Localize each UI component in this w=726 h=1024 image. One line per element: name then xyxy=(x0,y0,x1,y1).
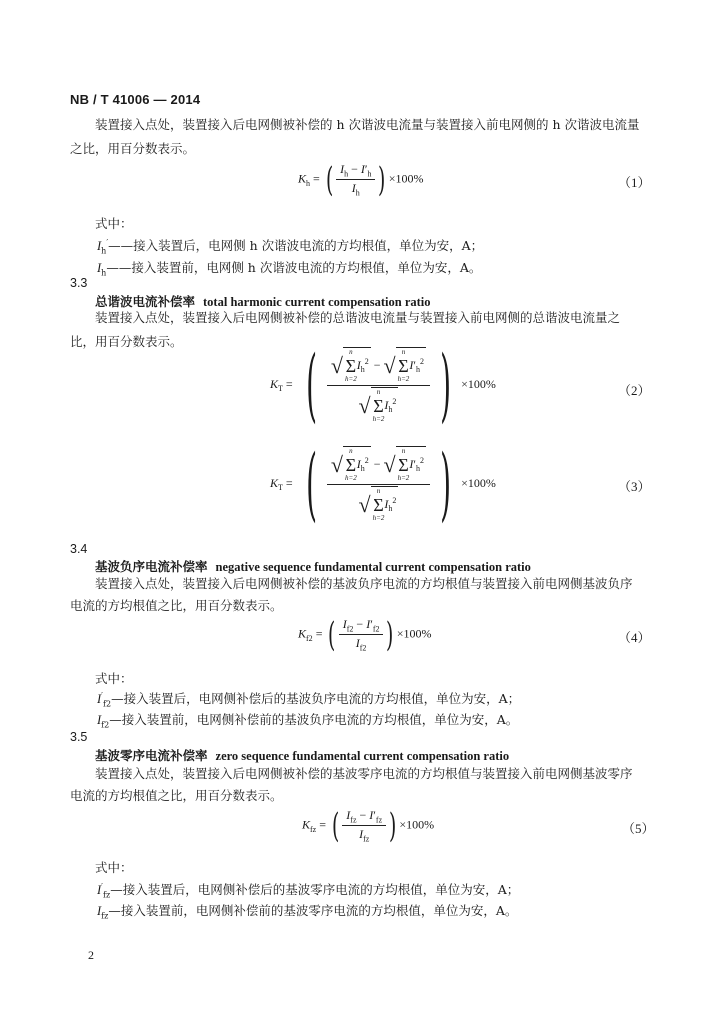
equation-number-5: （5） xyxy=(622,821,655,836)
sec33-paragraph-line1: 装置接入点处，装置接入后电网侧被补偿的总谐波电流量与装置接入前电网侧的总谐波电流量之 xyxy=(95,310,621,325)
equation-number-3: （3） xyxy=(618,479,651,494)
sec32-definition-1: $I_h'——$接入装置后，电网侧 h 次谐波电流的方均根值，单位为安，A； xyxy=(97,237,484,256)
section-title-3-5: 基波零序电流补偿率 zero sequence fundamental current compensation ratio xyxy=(95,748,510,763)
sec34-paragraph-line1: 装置接入点处，装置接入后电网侧被补偿的基波负序电流的方均根值与装置接入前电网侧基波负序 xyxy=(95,576,633,591)
sec35-definition-1: $I'_{fz}—$接入装置后，电网侧补偿后的基波零序电流的方均根值，单位为安，A； xyxy=(97,881,520,900)
formula-4: $K_{f2}$ = ( $\frac{I_{f2} - I'_{f2}}{I_{f2}}$ ) ×100% xyxy=(298,614,432,655)
formula-2: $K_T$ = ( √ n Σ h=2 $I_h^2$ − √ n Σ h=2 $I'_h^2$ √ n Σ h=2 $I_h^2$ ) ×100% xyxy=(270,338,496,431)
sec34-definition-2: $I_{f2}—$接入装置前，电网侧补偿前的基波负序电流的方均根值，单位为安，A。 xyxy=(97,712,519,730)
equation-number-4: （4） xyxy=(618,630,651,645)
sec35-paragraph-line2: 电流的方均根值之比，用百分数表示。 xyxy=(70,788,283,803)
sec35-where-label: 式中： xyxy=(95,860,133,875)
formula-1: $K_h$ = ( $\frac{I_h - I'_h}{I_h}$ ) ×100% xyxy=(298,159,424,200)
formula-5: $K_{fz}$ = ( $\frac{I_{fz} - I'_{fz}}{I_{fz}}$ ) ×100% xyxy=(302,805,435,846)
section-number-3-3: 3.3 xyxy=(70,276,88,290)
sec32-where-label: 式中： xyxy=(95,216,133,231)
section-number-3-5: 3.5 xyxy=(70,730,88,744)
sec34-definition-1: $I'_{f2}—$接入装置后，电网侧补偿后的基波负序电流的方均根值，单位为安，A； xyxy=(97,690,521,709)
sec32-paragraph-line2: 之比，用百分数表示。 xyxy=(70,141,196,156)
sec32-paragraph-line1: 装置接入点处，装置接入后电网侧被补偿的 h 次谐波电流量与装置接入前电网侧的 h 次谐波电流量 xyxy=(95,117,640,132)
equation-number-1: （1） xyxy=(618,175,651,190)
sec33-paragraph-line2: 比，用百分数表示。 xyxy=(70,334,183,349)
sec35-paragraph-line1: 装置接入点处，装置接入后电网侧被补偿的基波零序电流的方均根值与装置接入前电网侧基波零序 xyxy=(95,766,633,781)
sec34-where-label: 式中： xyxy=(95,671,133,686)
section-title-3-4: 基波负序电流补偿率 negative sequence fundamental current compensation ratio xyxy=(95,559,531,574)
sec34-paragraph-line2: 电流的方均根值之比，用百分数表示。 xyxy=(70,598,283,613)
page-number: 2 xyxy=(88,948,94,962)
sec32-definition-2: $I_h——$接入装置前，电网侧 h 次谐波电流的方均根值，单位为安，A。 xyxy=(97,260,482,278)
document-header: NB / T 41006 — 2014 xyxy=(70,92,201,107)
section-number-3-4: 3.4 xyxy=(70,542,88,556)
equation-number-2: （2） xyxy=(618,383,651,398)
section-title-3-3: 总谐波电流补偿率 total harmonic current compensation ratio xyxy=(95,294,431,309)
formula-3: $K_T$ = ( √ n Σ h=2 $I_h^2$ − √ n Σ h=2 $I'_h^2$ √ n Σ h=2 $I_h^2$ ) ×100% xyxy=(270,437,496,530)
sec35-definition-2: $I_{fz}—$接入装置前，电网侧补偿前的基波零序电流的方均根值，单位为安，A。 xyxy=(97,903,518,921)
